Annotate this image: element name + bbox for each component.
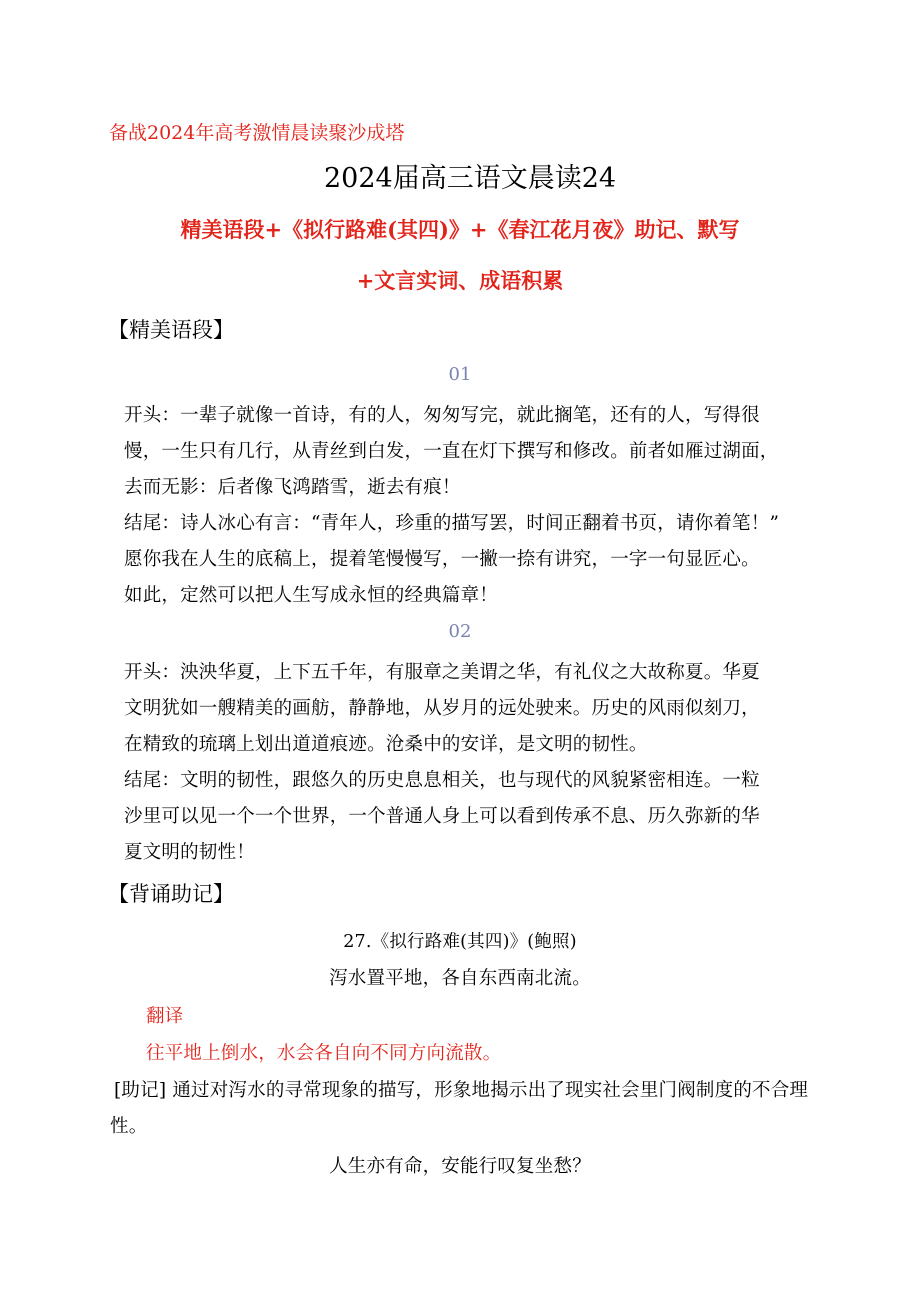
- passage-line: 沙里可以见一个一个世界，一个普通人身上可以看到传承不息、历久弥新的华: [124, 806, 760, 827]
- passage-line: 如此，定然可以把人生写成永恒的经典篇章！: [124, 585, 499, 606]
- passage-line: 去而无影：后者像飞鸿踏雪，逝去有痕！: [124, 477, 461, 498]
- section-heading-recitation: 【背诵助记】: [108, 882, 234, 906]
- poem-verse-2: 人生亦有命，安能行叹复坐愁？: [329, 1156, 591, 1177]
- poem-verse-1: 泻水置平地，各自东西南北流。: [329, 968, 591, 989]
- memory-note-line-1: [助记] 通过对泻水的寻常现象的描写，形象地揭示出了现实社会里门阀制度的不合理: [114, 1080, 809, 1101]
- memory-note-line-2: 性。: [110, 1116, 148, 1137]
- translation-text: 往平地上倒水，水会各自向不同方向流散。: [146, 1043, 502, 1064]
- passage-number: 01: [448, 364, 472, 385]
- page-title: 2024届高三语文晨读24: [324, 163, 617, 194]
- subtitle-line-1: 精美语段+《拟行路难(其四)》+《春江花月夜》助记、默写: [180, 217, 740, 242]
- poem-title: 27.《拟行路难(其四)》(鲍照): [343, 932, 577, 952]
- passage-line: 夏文明的韧性！: [124, 842, 255, 863]
- passage-line: 慢，一生只有几行，从青丝到白发，一直在灯下撰写和修改。前者如雁过湖面，: [124, 441, 779, 462]
- tagline: 备战2024年高考激情晨读聚沙成塔: [109, 122, 405, 144]
- passage-line: 开头：泱泱华夏，上下五千年，有服章之美谓之华，有礼仪之大故称夏。华夏: [124, 662, 760, 683]
- translation-label: 翻译: [146, 1006, 184, 1027]
- passage-number: 02: [448, 621, 472, 642]
- section-heading-passages: 【精美语段】: [108, 318, 234, 342]
- passage-line: 结尾：诗人冰心有言：“青年人，珍重的描写罢，时间正翻着书页，请你着笔！”: [124, 513, 780, 534]
- subtitle-line-2: +文言实词、成语积累: [356, 268, 564, 293]
- passage-line: 愿你我在人生的底稿上，提着笔慢慢写，一撇一捺有讲究，一字一句显匠心。: [124, 549, 760, 570]
- passage-line: 文明犹如一艘精美的画舫，静静地，从岁月的远处驶来。历史的风雨似刻刀，: [124, 698, 760, 719]
- passage-line: 结尾：文明的韧性，跟悠久的历史息息相关，也与现代的风貌紧密相连。一粒: [124, 770, 760, 791]
- passage-line: 开头：一辈子就像一首诗，有的人，匆匆写完，就此搁笔，还有的人，写得很: [124, 405, 760, 426]
- passage-line: 在精致的琉璃上划出道道痕迹。沧桑中的安详，是文明的韧性。: [124, 734, 648, 755]
